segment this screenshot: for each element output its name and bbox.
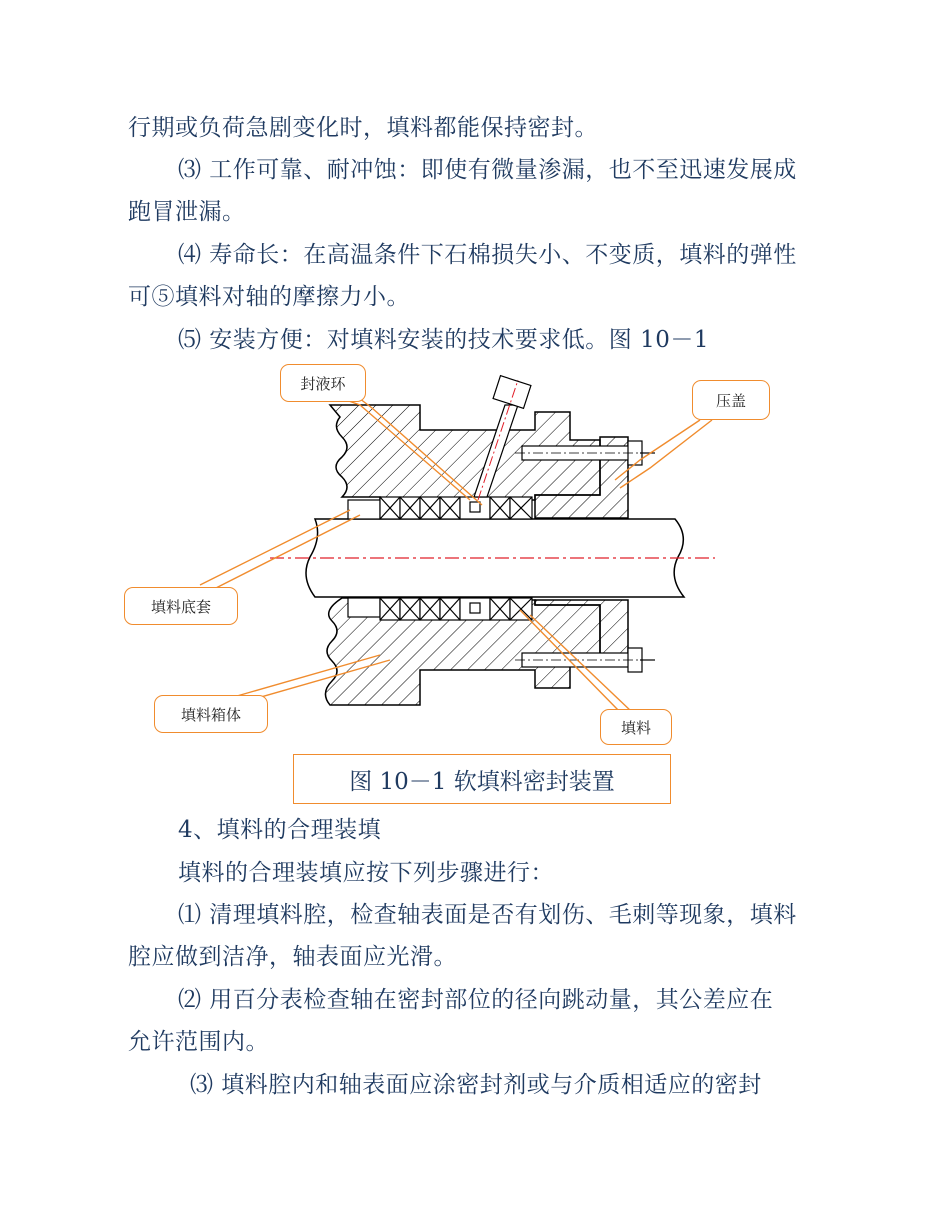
callout-packing: 填料 bbox=[600, 709, 672, 745]
callout-bottom-bushing: 填料底套 bbox=[124, 587, 238, 625]
paragraph-line: ⑸ 安装方便：对填料安装的技术要求低。图 10－1 bbox=[178, 327, 710, 353]
paragraph-line: 可⑤填料对轴的摩擦力小。 bbox=[128, 284, 410, 310]
upper-packing-rings bbox=[380, 497, 532, 519]
paragraph-line: ⑴ 清理填料腔，检查轴表面是否有划伤、毛刺等现象，填料 bbox=[178, 902, 797, 928]
paragraph-line: 允许范围内。 bbox=[128, 1029, 269, 1055]
paragraph-line: ⑶ 工作可靠、耐冲蚀：即使有微量渗漏，也不至迅速发展成 bbox=[178, 157, 797, 183]
bottom-bushing-upper bbox=[348, 500, 380, 519]
paragraph-line: 行期或负荷急剧变化时，填料都能保持密封。 bbox=[128, 115, 598, 141]
paragraph-line: ⑵ 用百分表检查轴在密封部位的径向跳动量，其公差应在 bbox=[178, 987, 774, 1013]
paragraph-line: ⑶ 填料腔内和轴表面应涂密封剂或与介质相适应的密封 bbox=[190, 1072, 762, 1098]
paragraph-line: 跑冒泄漏。 bbox=[128, 199, 246, 225]
callout-lantern-ring: 封液环 bbox=[280, 364, 366, 402]
callout-gland: 压盖 bbox=[692, 380, 770, 420]
section-heading: 4、填料的合理装填 bbox=[178, 817, 382, 843]
figure-caption: 图 10－1 软填料密封装置 bbox=[293, 754, 671, 804]
bottom-bushing-lower bbox=[348, 598, 380, 617]
paragraph-line: ⑷ 寿命长：在高温条件下石棉损失小、不变质，填料的弹性 bbox=[178, 242, 797, 268]
paragraph-line: 腔应做到洁净，轴表面应光滑。 bbox=[128, 944, 457, 970]
callout-stuffing-box: 填料箱体 bbox=[154, 695, 268, 733]
lower-packing-rings bbox=[380, 598, 532, 620]
paragraph-line: 填料的合理装填应按下列步骤进行： bbox=[178, 860, 554, 886]
